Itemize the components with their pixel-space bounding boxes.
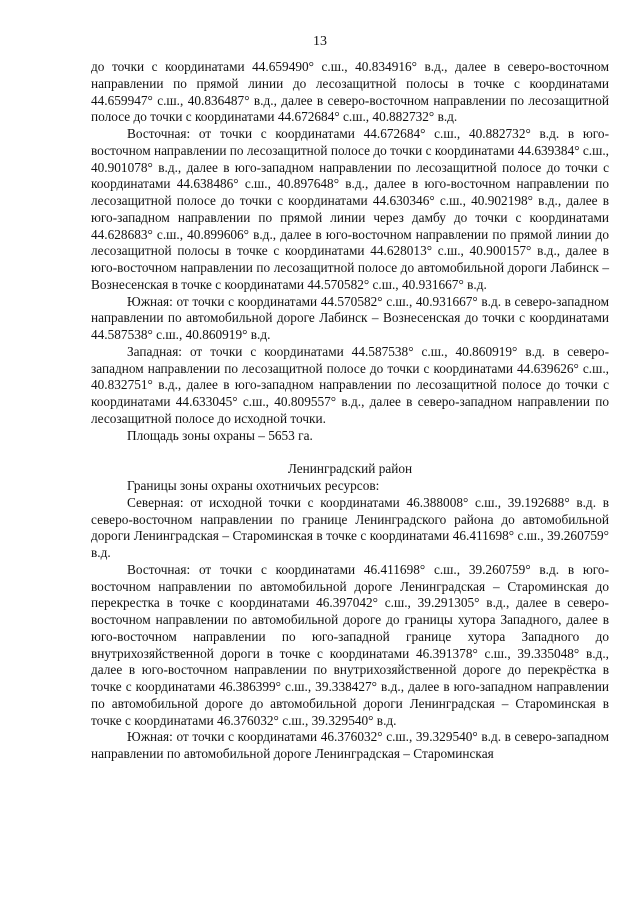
paragraph-zone-boundaries-intro: Границы зоны охраны охотничьих ресурсов: <box>127 478 380 493</box>
section-heading-district: Ленинградский район <box>287 461 413 477</box>
paragraph-western-boundary: Западная: от точки с координатами 44.587538° с.ш., 40.860919° в.д. в северо-западном направлении по лесозащитной полосе до точки с координатами 44.639626° с.ш., 40.832751° в.д., далее в юго-западном направлении по лесозащитной полосе до точки с координатами 44.633045° с.ш., 40.809557° в.д., далее в северо-западном направлении по лесозащитной полосе до исходной точки. <box>91 343 609 426</box>
document-body <box>91 59 609 763</box>
page-number: 13 <box>313 34 327 49</box>
paragraph-protection-area: Площадь зоны охраны – 5653 га. <box>127 427 313 443</box>
paragraph-eastern-boundary-2: Восточная: от точки с координатами 46.411698° с.ш., 39.260759° в.д. в юго-восточном направлении по автомобильной дороге Ленинградская – Староминская до перекрестка в точке с координатами 46.397042° с.ш., 39.291305° в.д., далее в северо-восточном направлении по автомобильной дороге до границы хутора Западного, далее в юго-восточном направлении по юго-западной границе хутора Западного до внутрихозяйственной дороги в точке с координатами 46.391378° с.ш., 39.335048° в.д., далее в юго-восточном направлении по внутрихозяйственной дороге до перекрёстка в точке с координатами 46.386399° с.ш., 39.338427° в.д., далее в юго-западном направлении по автомобильной дороге до автомобильной дороги Ленинградская – Староминская в точке с координатами 46.376032° с.ш., 39.329540° в.д. <box>91 561 609 728</box>
paragraph-eastern-boundary: Восточная: от точки с координатами 44.672684° с.ш., 40.882732° в.д. в юго-восточном направлении по лесозащитной полосе до точки с координатами 44.639384° с.ш., 40.901078° в.д., далее в юго-западном направлении по лесозащитной полосе до точки с координатами 44.638486° с.ш., 40.897648° в.д., далее в юго-восточном направлении по лесозащитной полосе до точки с координатами 44.630346° с.ш., 40.902198° в.д., далее в юго-западном направлении по прямой линии через дамбу до точки с координатами 44.628683° с.ш., 40.899606° в.д., далее в юго-восточном направлении по прямой линии до лесозащитной полосы в точке с координатами 44.628013° с.ш., 40.900157° в.д., далее в юго-восточном направлении по лесозащитной полосе до автомобильной дороги Лабинск – Вознесенская в точке с координатами 44.570582° с.ш., 40.931667° в.д. <box>91 126 609 292</box>
paragraph-boundary-continuation: до точки с координатами 44.659490° с.ш., 40.834916° в.д., далее в северо-восточном направлении по прямой линии до лесозащитной полосы в точке с координатами 44.659947° с.ш., 40.836487° в.д., далее в северо-восточном направлении по лесозащитной полосе до точки с координатами 44.672684° с.ш., 40.882732° в.д. <box>91 59 609 125</box>
paragraph-southern-boundary: Южная: от точки с координатами 44.570582° с.ш., 40.931667° в.д. в северо-западном направлении по автомобильной дороге Лабинск – Вознесенская до точки с координатами 44.587538° с.ш., 40.860919° в.д. <box>91 293 609 342</box>
paragraph-northern-boundary: Северная: от исходной точки с координатами 46.388008° с.ш., 39.192688° в.д. в северо-восточном направлении по границе Ленинградского района до автомобильной дороги Ленинградская – Староминская в точке с координатами 46.411698° с.ш., 39.260759° в.д. <box>91 494 609 560</box>
paragraph-southern-boundary-2: Южная: от точки с координатами 46.376032° с.ш., 39.329540° в.д. в северо-западном направлении по автомобильной дороге Ленинградская – Староминская <box>91 729 609 761</box>
